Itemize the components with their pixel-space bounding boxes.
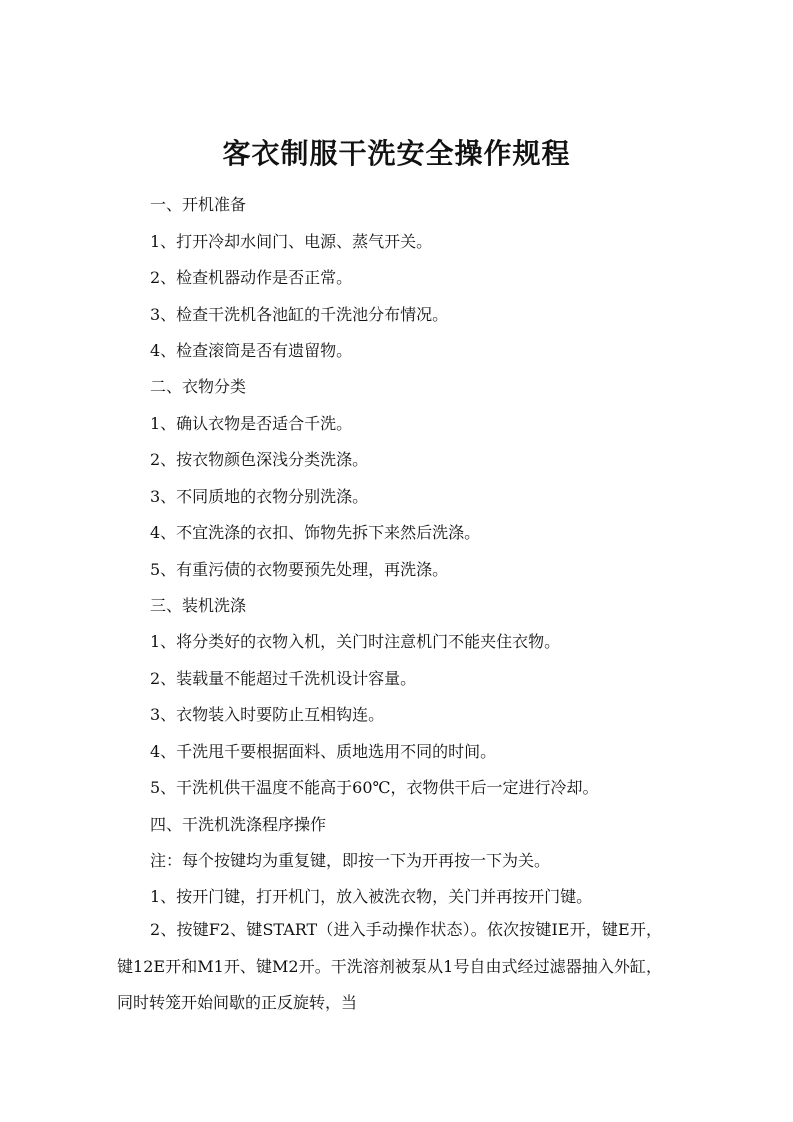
list-item: 1、将分类好的衣物入机，关门时注意机门不能夹住衣物。: [150, 632, 561, 651]
list-item: 2、装载量不能超过千洗机设计容量。: [150, 669, 417, 688]
list-item: 2、按衣物颜色深浅分类洗涤。: [150, 450, 369, 469]
list-item: 5、干洗机供干温度不能高于60℃，衣物供干后一定进行冷却。: [150, 778, 599, 797]
list-item: 1、打开冷却水间门、电源、蒸气开关。: [150, 232, 433, 251]
section-heading-program: 四、干洗机洗涤程序操作: [150, 815, 327, 834]
list-item: 3、不同质地的衣物分别洗涤。: [150, 487, 369, 506]
list-item: 4、不宜洗涤的衣扣、饰物先拆下来然后洗涤。: [150, 523, 481, 542]
list-item: 4、检查滚筒是否有遗留物。: [150, 341, 353, 360]
note-line: 注：每个按键均为重复键，即按一下为开再按一下为关。: [150, 851, 551, 870]
list-item-paragraph: 2、按键F2、键START（进入手动操作状态）。依次按键IE开，键E开， 键12E开和M1开、键M2开。干洗溶剂被泵从1号自由式经过滤器抽入外缸， 同时转笼开始间歇的正反旋转，当: [117, 920, 662, 1012]
section-heading-sorting: 二、衣物分类: [150, 377, 247, 396]
section-heading-loading: 三、装机洗涤: [150, 596, 247, 615]
list-item: 1、按开门键，打开机门，放入被洗衣物，关门并再按开门键。: [150, 887, 593, 906]
list-item: 3、检查干洗机各池缸的千洗池分布情况。: [150, 305, 449, 324]
list-item: 1、确认衣物是否适合千洗。: [150, 414, 353, 433]
list-item: 2、检查机器动作是否正常。: [150, 268, 353, 287]
list-item: 5、有重污债的衣物要预先处理，再洗涤。: [150, 560, 449, 579]
list-item: 4、千洗甩千要根据面料、质地选用不同的时间。: [150, 742, 497, 761]
list-item: 3、衣物装入时要防止互相钩连。: [150, 705, 385, 724]
document-title: 客衣制服干洗安全操作规程: [222, 137, 571, 170]
section-heading-startup: 一、开机准备: [150, 195, 247, 214]
